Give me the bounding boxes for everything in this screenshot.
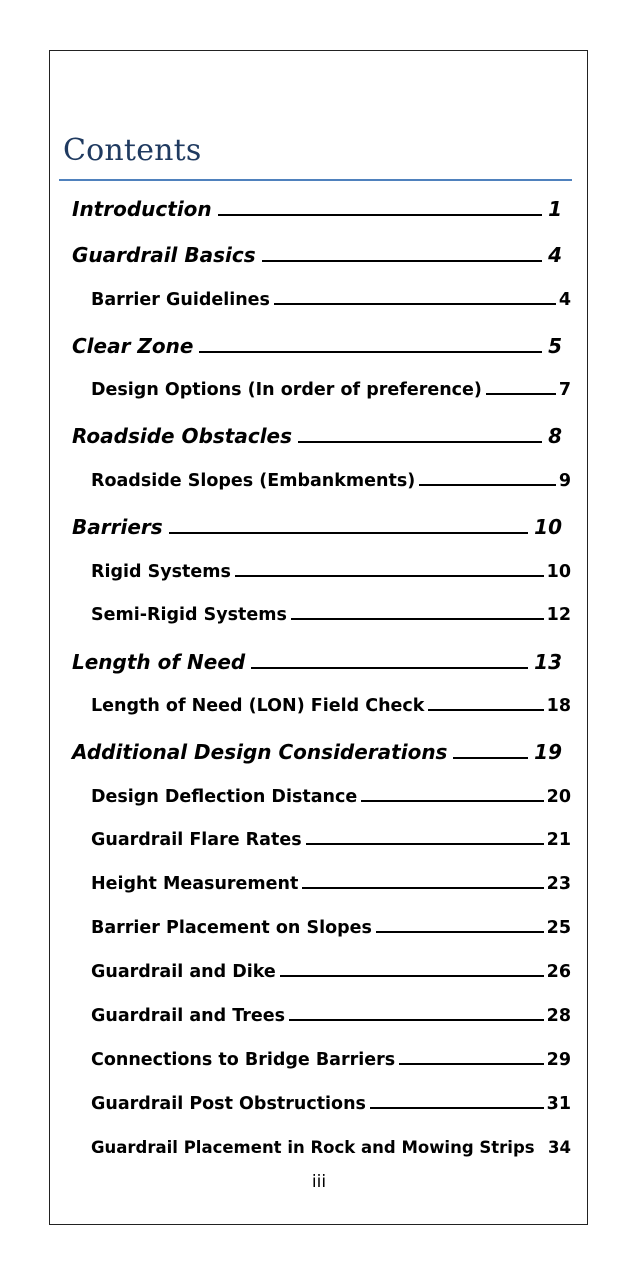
- toc-label: Guardrail and Dike: [91, 962, 276, 982]
- title-rule: [59, 179, 572, 181]
- toc-page-number: 31: [546, 1094, 571, 1114]
- toc-leader: [235, 574, 544, 577]
- toc-label: Roadside Slopes (Embankments): [91, 471, 416, 491]
- toc-entry-design-deflection-distance[interactable]: [91, 787, 571, 807]
- toc-leader: [361, 799, 543, 802]
- toc-label: Design Deflection Distance: [91, 787, 358, 807]
- page-number: iii: [311, 1172, 327, 1192]
- toc-page-number: 1: [548, 197, 562, 221]
- toc-entry-barriers[interactable]: [72, 515, 562, 539]
- toc-entry-height-measurement[interactable]: [91, 874, 571, 894]
- toc-label: Semi-Rigid Systems: [91, 605, 287, 625]
- toc-page-number: 4: [558, 290, 571, 310]
- toc-page-number: 13: [534, 650, 562, 674]
- toc-leader: [376, 930, 544, 933]
- toc-page-number: 19: [534, 740, 562, 764]
- toc-page-number: 21: [546, 830, 571, 850]
- toc-label: Roadside Obstacles: [72, 424, 293, 448]
- toc-entry-guardrail-post-obstructions[interactable]: [91, 1094, 571, 1114]
- toc-page-number: 9: [558, 471, 571, 491]
- toc-leader: [428, 708, 543, 711]
- toc-leader: [453, 756, 528, 759]
- toc-leader: [289, 1018, 544, 1021]
- toc-entry-guardrail-and-dike[interactable]: [91, 962, 571, 982]
- toc-entry-clear-zone[interactable]: [72, 334, 562, 358]
- toc-page-number: 28: [546, 1006, 571, 1026]
- toc-leader: [419, 483, 556, 486]
- toc-page-number: 20: [546, 787, 571, 807]
- toc-entry-barrier-guidelines[interactable]: [91, 290, 571, 310]
- toc-entry-rigid-systems[interactable]: [91, 562, 571, 582]
- toc-leader: [274, 302, 556, 305]
- toc-page-number: 8: [548, 424, 562, 448]
- toc-page-number: 7: [558, 380, 571, 400]
- toc-leader: [298, 440, 542, 443]
- toc-label: Clear Zone: [72, 334, 194, 358]
- toc-label: Guardrail Placement in Rock and Mowing Strips: [91, 1138, 535, 1157]
- toc-label: Length of Need (LON) Field Check: [91, 696, 425, 716]
- toc-entry-lon-field-check[interactable]: [91, 696, 571, 716]
- toc-page-number: 26: [546, 962, 571, 982]
- toc-entry-roadside-slopes[interactable]: [91, 471, 571, 491]
- toc-entry-design-options[interactable]: [91, 380, 571, 400]
- toc-label: Guardrail and Trees: [91, 1006, 286, 1026]
- toc-page-number: 25: [546, 918, 571, 938]
- page-frame: [49, 50, 588, 1225]
- toc-leader: [399, 1062, 543, 1065]
- toc-page-number: 10: [546, 562, 571, 582]
- toc-leader: [251, 666, 528, 669]
- toc-page-number: 10: [534, 515, 562, 539]
- toc-leader: [302, 886, 543, 889]
- toc-label: Connections to Bridge Barriers: [91, 1050, 396, 1070]
- toc-leader: [370, 1106, 544, 1109]
- toc-entry-guardrail-placement-rock-mowing[interactable]: [91, 1138, 571, 1157]
- toc-page-number: 23: [546, 874, 571, 894]
- toc-entry-guardrail-flare-rates[interactable]: [91, 830, 571, 850]
- toc-leader: [262, 259, 542, 262]
- toc-leader: [306, 842, 544, 845]
- toc-entry-barrier-placement-on-slopes[interactable]: [91, 918, 571, 938]
- toc-page-number: 4: [548, 243, 562, 267]
- toc-label: Introduction: [72, 197, 212, 221]
- toc-label: Height Measurement: [91, 874, 299, 894]
- toc-entry-guardrail-basics[interactable]: [72, 243, 562, 267]
- toc-label: Design Options (In order of preference): [91, 380, 482, 400]
- toc-label: Barrier Placement on Slopes: [91, 918, 372, 938]
- toc-page-number: 12: [546, 605, 571, 625]
- toc-entry-semi-rigid-systems[interactable]: [91, 605, 571, 625]
- toc-leader: [199, 350, 542, 353]
- toc-label: Rigid Systems: [91, 562, 231, 582]
- toc-label: Guardrail Flare Rates: [91, 830, 302, 850]
- toc-leader: [218, 213, 542, 216]
- toc-leader: [486, 392, 556, 395]
- toc-label: Barrier Guidelines: [91, 290, 270, 310]
- toc-label: Guardrail Basics: [72, 243, 256, 267]
- toc-entry-connections-to-bridge-barriers[interactable]: [91, 1050, 571, 1070]
- contents-title: Contents: [63, 133, 202, 168]
- toc-leader: [539, 1156, 544, 1157]
- toc-entry-additional-design-considerations[interactable]: [72, 740, 562, 764]
- toc-leader: [280, 974, 544, 977]
- toc-label: Additional Design Considerations: [72, 740, 448, 764]
- toc-label: Guardrail Post Obstructions: [91, 1094, 366, 1114]
- toc-page-number: 29: [546, 1050, 571, 1070]
- toc-entry-roadside-obstacles[interactable]: [72, 424, 562, 448]
- toc-leader: [169, 531, 529, 534]
- toc-entry-length-of-need[interactable]: [72, 650, 562, 674]
- toc-entry-guardrail-and-trees[interactable]: [91, 1006, 571, 1026]
- toc-page-number: 34: [548, 1138, 571, 1157]
- toc-leader: [291, 617, 544, 620]
- toc-entry-introduction[interactable]: [72, 197, 562, 221]
- toc-page-number: 5: [548, 334, 562, 358]
- toc-page-number: 18: [546, 696, 571, 716]
- toc-label: Length of Need: [72, 650, 246, 674]
- toc-label: Barriers: [72, 515, 163, 539]
